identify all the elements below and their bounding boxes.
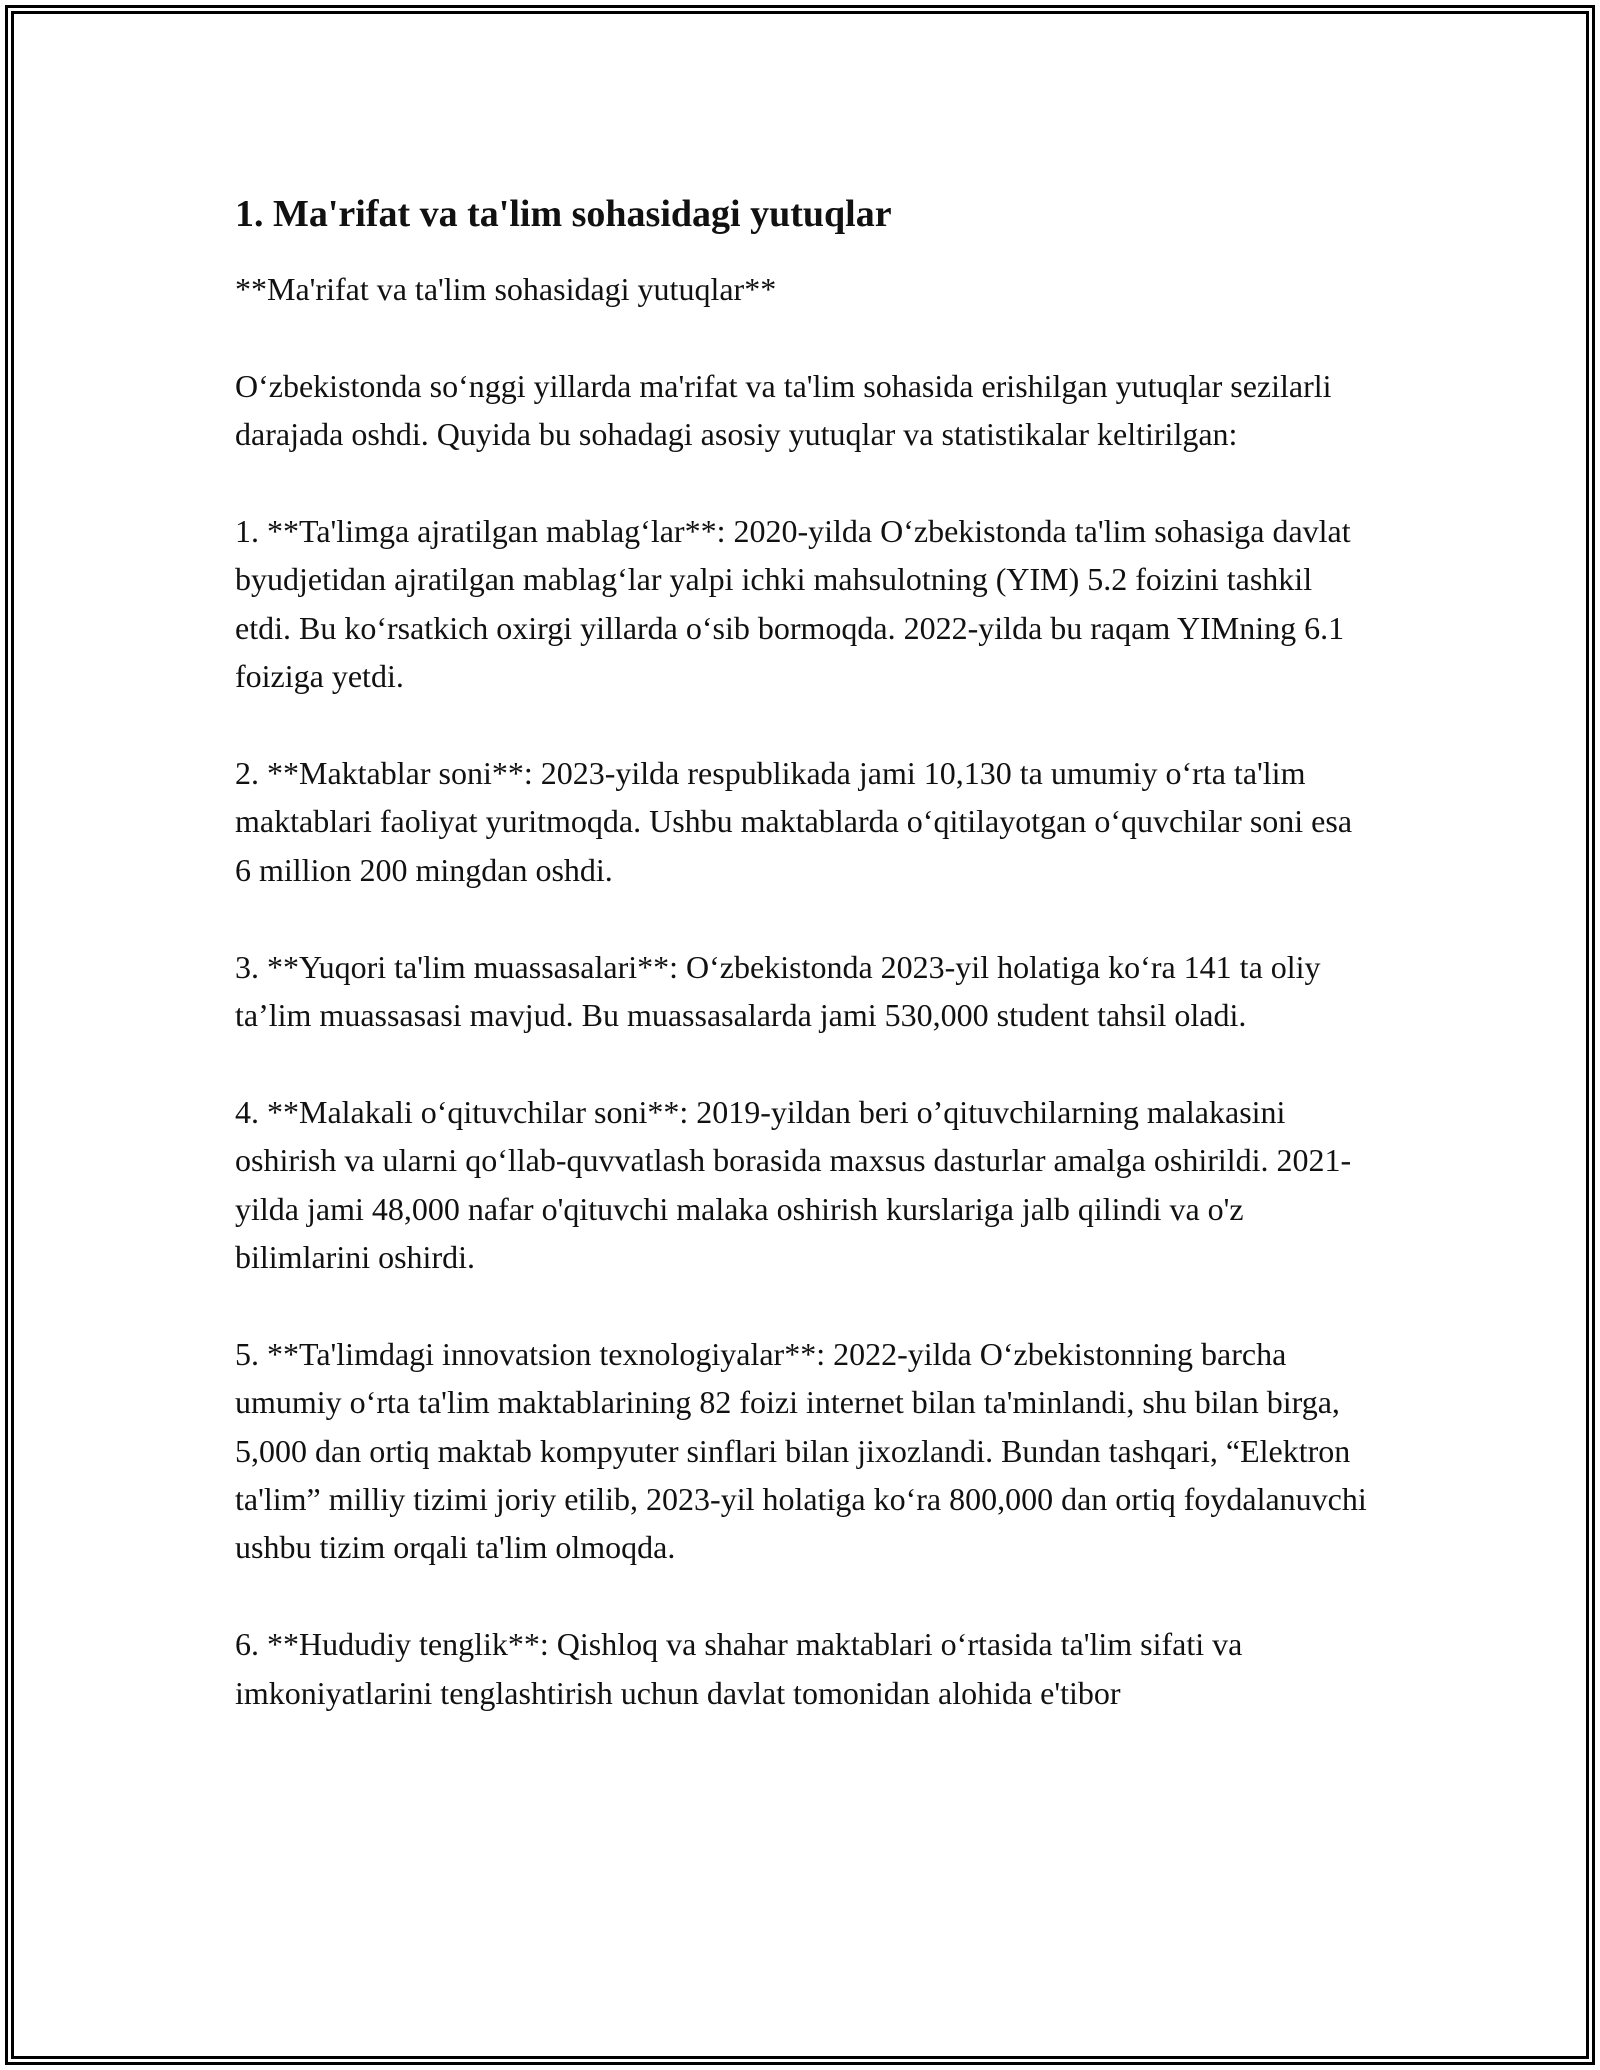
section-heading: 1. Ma'rifat va ta'lim sohasidagi yutuqlar — [235, 193, 892, 235]
paragraph-item-5: 5. **Ta'limdagi innovatsion texnologiyalar**: 2022-yilda O‘zbekistonning barcha umumiy o‘rta ta'lim maktablarining 82 foizi internet bilan ta'minlandi, shu bilan birga, 5,000 dan ortiq maktab kompyuter sinflari bilan jixozlandi. Bundan tashqari, “Elektron ta'lim” milliy tizimi joriy etilib, 2023-yil holatiga ko‘ra 800,000 dan ortiq foydalanuvchi ushbu tizim orqali ta'lim olmoqda. — [235, 1335, 1367, 1566]
paragraph-item-3: 3. **Yuqori ta'lim muassasalari**: O‘zbekistonda 2023-yil holatiga ko‘ra 141 ta oliy ta’lim muassasasi mavjud. Bu muassasalarda jami 530,000 student tahsil oladi. — [235, 948, 1321, 1034]
paragraph-item-6: 6. **Hududiy tenglik**: Qishloq va shahar maktablari o‘rtasida ta'lim sifati va imkoniyatlarini tenglashtirish uchun davlat tomonidan alohida e'tibor — [235, 1626, 1243, 1711]
document-body — [235, 185, 1375, 1765]
paragraph-intro: O‘zbekistonda so‘nggi yillarda ma'rifat va ta'lim sohasida erishilgan yutuqlar sezilarli darajada oshdi. Quyida bu sohadagi asosiy yutuqlar va statistikalar keltirilgan: — [235, 367, 1332, 453]
paragraph-item-2: 2. **Maktablar soni**: 2023-yilda respublikada jami 10,130 ta umumiy o‘rta ta'lim maktablari faoliyat yuritmoqda. Ushbu maktablarda o‘qitilayotgan o‘quvchilar soni esa 6 million 200 mingdan oshdi. — [235, 755, 1353, 888]
paragraph-bold-title: **Ma'rifat va ta'lim sohasidagi yutuqlar** — [235, 271, 777, 307]
paragraph-item-4: 4. **Malakali o‘qituvchilar soni**: 2019-yildan beri o’qituvchilarning malakasini oshirish va ularni qo‘llab-quvvatlash borasida maxsus dasturlar amalga oshirildi. 2021-yilda jami 48,000 nafar o'qituvchi malaka oshirish kurslariga jalb qilindi va o'z bilimlarini oshirdi. — [235, 1093, 1352, 1276]
paragraph-item-1: 1. **Ta'limga ajratilgan mablag‘lar**: 2020-yilda O‘zbekistonda ta'lim sohasiga davlat byudjetidan ajratilgan mablag‘lar yalpi ichki mahsulotning (YIM) 5.2 foizini tashkil etdi. Bu ko‘rsatkich oxirgi yillarda o‘sib bormoqda. 2022-yilda bu raqam YIMning 6.1 foiziga yetdi. — [235, 513, 1351, 695]
